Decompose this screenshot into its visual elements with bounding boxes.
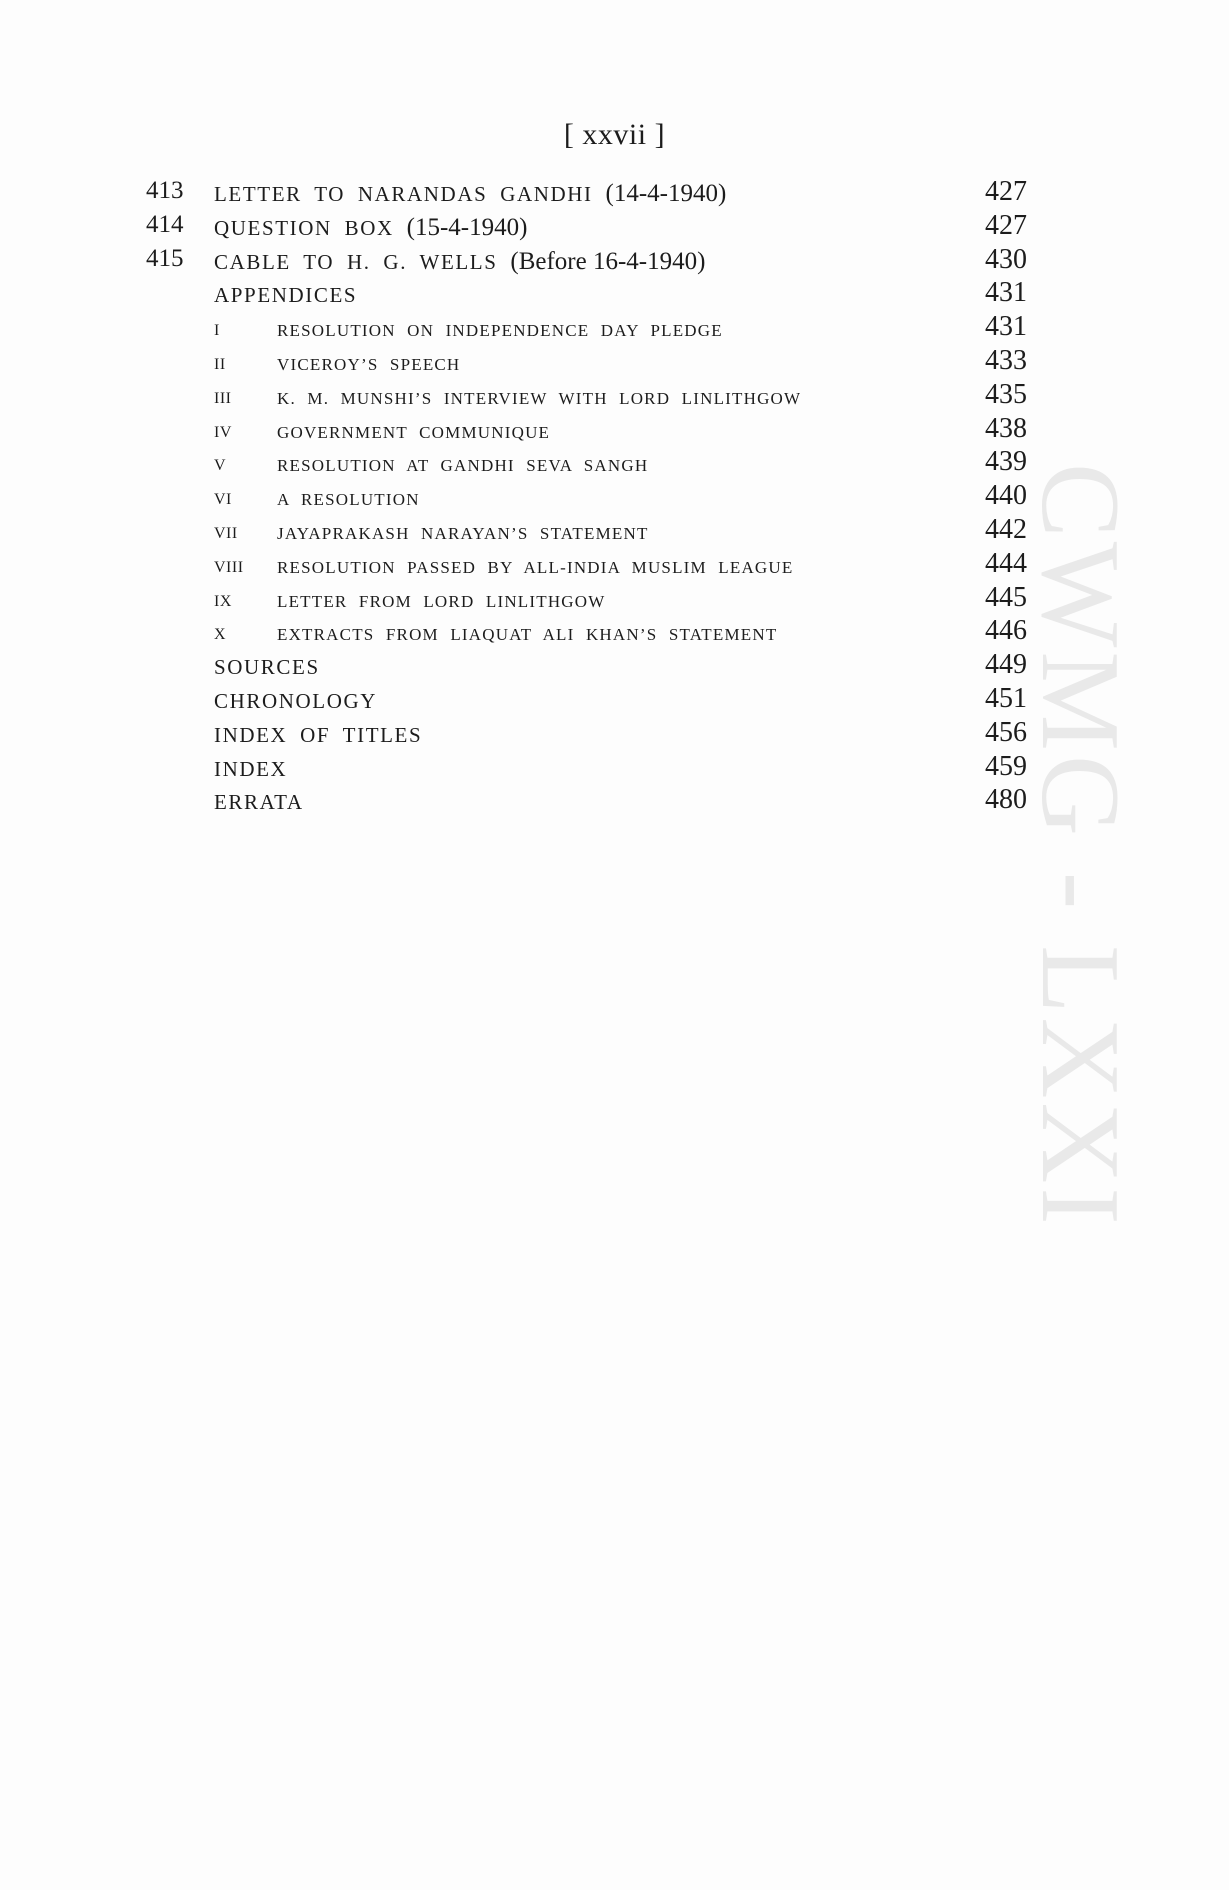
entry-title: CHRONOLOGY — [214, 688, 377, 713]
appendix-title: LETTER FROM LORD LINLITHGOW — [277, 591, 606, 611]
entry-number: 414 — [146, 210, 184, 238]
entry-page: 430 — [985, 243, 1027, 275]
appendix-title: K. M. MUNSHI’S INTERVIEW WITH LORD LINLITHGOW — [277, 388, 802, 408]
toc-entry-414[interactable] — [0, 209, 1229, 246]
entry-page: 445 — [985, 581, 1027, 613]
appendix-numeral: X — [214, 626, 227, 644]
entry-number: 413 — [146, 177, 184, 204]
entry-page: 456 — [985, 716, 1027, 748]
entry-page: 449 — [985, 649, 1027, 681]
entry-title: SOURCES — [214, 655, 320, 680]
appendix-numeral: VII — [214, 524, 238, 542]
entry-page: 439 — [985, 446, 1027, 478]
appendix-entry-iii[interactable] — [0, 378, 1229, 415]
entry-page: 444 — [985, 547, 1027, 579]
appendix-numeral: IX — [214, 592, 232, 610]
entry-title: INDEX — [214, 756, 288, 781]
entry-page: 442 — [985, 513, 1027, 545]
entry-page: 431 — [985, 311, 1027, 343]
entry-page: 427 — [985, 209, 1027, 241]
appendix-entry-ii[interactable] — [0, 344, 1229, 381]
entry-page: 446 — [985, 615, 1027, 647]
entry-title: INDEX OF TITLES — [214, 722, 423, 747]
entry-date: (14-4-1940) — [605, 180, 727, 207]
appendix-title: GOVERNMENT COMMUNIQUE — [277, 422, 551, 442]
appendix-numeral: I — [214, 322, 220, 340]
toc-entry-appendices[interactable] — [0, 279, 1229, 313]
entry-title: LETTER TO NARANDAS GANDHI (14-4-1940) — [214, 180, 727, 207]
appendix-numeral: VIII — [214, 558, 244, 576]
entry-title: QUESTION BOX (15-4-1940) — [214, 213, 528, 241]
entry-page: 451 — [985, 682, 1027, 714]
entry-page: 440 — [985, 480, 1027, 512]
appendix-numeral: IV — [214, 423, 232, 441]
entry-page: 427 — [985, 176, 1027, 207]
entry-page: 435 — [985, 378, 1027, 410]
entry-page: 459 — [985, 750, 1027, 782]
appendix-numeral: V — [214, 457, 227, 475]
entry-date: (15-4-1940) — [406, 213, 528, 241]
entry-date: (Before 16-4-1940) — [510, 247, 706, 275]
toc-entry-413[interactable] — [0, 178, 1229, 212]
page-number: [ xxvii ] — [563, 118, 666, 151]
appendix-title: VICEROY’S SPEECH — [277, 354, 461, 374]
appendix-title: A RESOLUTION — [277, 490, 420, 510]
appendix-title: RESOLUTION PASSED BY ALL-INDIA MUSLIM LEAGUE — [277, 557, 794, 577]
appendix-title: RESOLUTION AT GANDHI SEVA SANGH — [277, 456, 649, 476]
entry-page: 480 — [985, 784, 1027, 816]
entry-page: 433 — [985, 344, 1027, 376]
appendix-numeral: III — [214, 389, 232, 407]
entry-title: CABLE TO H. G. WELLS (Before 16-4-1940) — [214, 247, 706, 275]
toc-entry-415[interactable] — [0, 243, 1229, 280]
entry-number: 415 — [146, 244, 184, 272]
entry-page: 438 — [985, 412, 1027, 444]
appendix-numeral: II — [214, 355, 226, 373]
entry-title: ERRATA — [214, 790, 304, 815]
watermark: CWMG - LXXI — [1018, 463, 1142, 1229]
appendix-title: JAYAPRAKASH NARAYAN’S STATEMENT — [277, 523, 649, 543]
entry-page: 431 — [985, 277, 1027, 309]
appendix-title: EXTRACTS FROM LIAQUAT ALI KHAN’S STATEMENT — [277, 625, 778, 645]
appendix-entry-iv[interactable] — [0, 412, 1229, 449]
appendix-entry-i[interactable] — [0, 313, 1229, 347]
appendix-numeral: VI — [214, 491, 232, 509]
appendix-title: RESOLUTION ON INDEPENDENCE DAY PLEDGE — [277, 321, 723, 341]
entry-title: APPENDICES — [214, 283, 358, 308]
